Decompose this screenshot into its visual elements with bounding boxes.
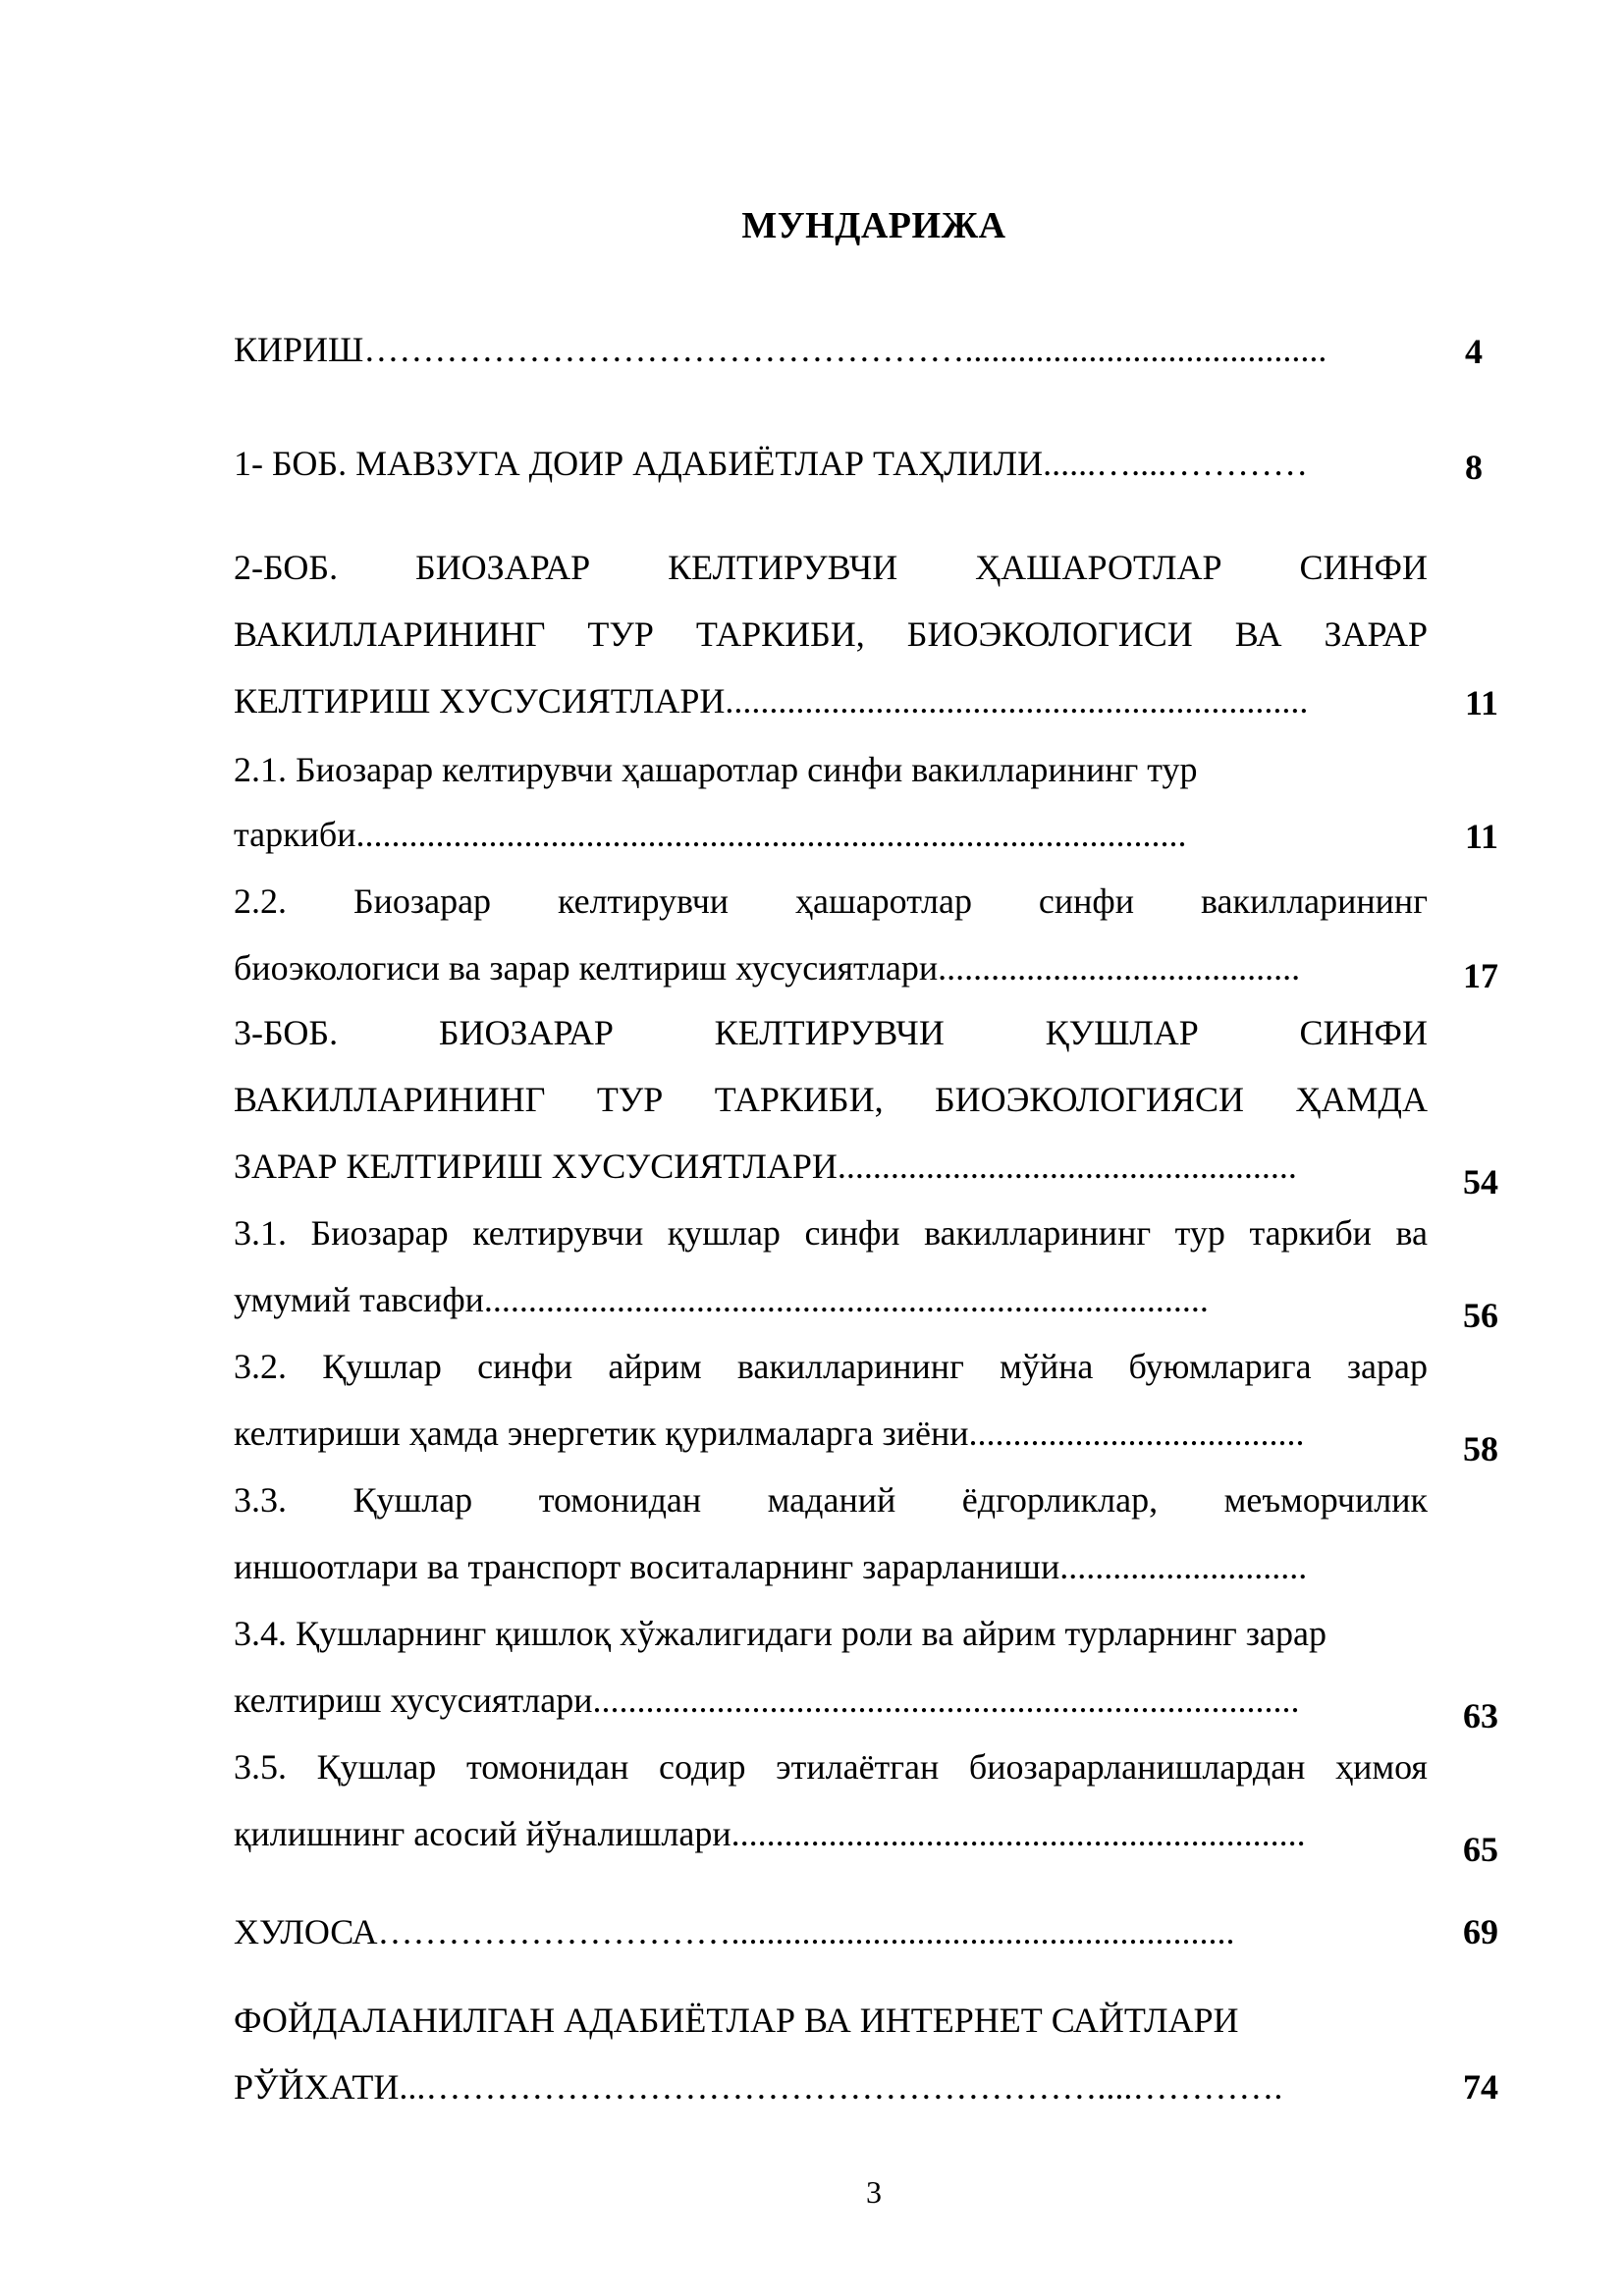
word: Қушлар <box>316 1747 437 1787</box>
word: ҳимоя <box>1335 1747 1428 1787</box>
word: биозарарланишлардан <box>968 1747 1306 1787</box>
toc-entry-3-4-line2: келтириш хусусиятлари................................................................................ <box>234 1681 1300 1720</box>
toc-title: МУНДАРИЖА <box>741 205 1006 246</box>
word: таркиби <box>1249 1213 1372 1253</box>
word: келтирувчи <box>472 1213 644 1253</box>
word: вакилларининг <box>924 1213 1152 1253</box>
word: 3-БОБ. <box>234 1013 339 1052</box>
word: БИОЗАРАР <box>438 1013 614 1052</box>
toc-page-3-4: 63 <box>1463 1696 1498 1735</box>
word: ҚУШЛАР <box>1045 1013 1199 1052</box>
word: қушлар <box>667 1213 781 1253</box>
toc-entry-2-1-line1: 2.1. Биозарар келтирувчи ҳашаротлар синфи вакилларининг тур <box>234 750 1198 789</box>
toc-entry-intro: КИРИШ……………………………………………......................................... <box>234 330 1327 369</box>
word: синфи <box>1038 881 1135 921</box>
word: ВА <box>1234 614 1282 654</box>
word: ВАКИЛЛАРИНИНГ <box>234 1080 546 1119</box>
word: ТУР <box>587 614 654 654</box>
word: ва <box>1395 1213 1428 1253</box>
word: СИНФИ <box>1299 1013 1428 1052</box>
toc-entry-3-5-line2: қилишнинг асосий йўналишлари................................................................. <box>234 1814 1306 1853</box>
word: КЕЛТИРУВЧИ <box>714 1013 945 1052</box>
word: вакилларининг <box>736 1347 964 1386</box>
word: вакилларининг <box>1200 881 1428 921</box>
word: зарар <box>1346 1347 1428 1386</box>
toc-entry-chapter-2-line1 <box>234 546 1428 589</box>
toc-page-references: 74 <box>1463 2067 1498 2107</box>
word: 2.2. <box>234 881 287 921</box>
word: ҲАМДА <box>1295 1080 1428 1119</box>
word: ЗАРАР <box>1324 614 1428 654</box>
word: томонидан <box>538 1480 702 1520</box>
toc-page-chapter-1: 8 <box>1465 448 1483 487</box>
toc-entry-3-1-line1 <box>234 1211 1428 1255</box>
word: Қушлар <box>352 1480 473 1520</box>
toc-entry-chapter-1: 1- БОБ. МАВЗУГА ДОИР АДАБИЁТЛАР ТАҲЛИЛИ......…....………… <box>234 444 1309 483</box>
word: БИОЭКОЛОГИЯСИ <box>935 1080 1244 1119</box>
word: буюмларига <box>1128 1347 1312 1386</box>
word: синфи <box>477 1347 573 1386</box>
word: ТАРКИБИ, <box>695 614 865 654</box>
word: тур <box>1174 1213 1225 1253</box>
toc-page-3-2: 58 <box>1463 1429 1498 1468</box>
word: ёдгорликлар, <box>961 1480 1159 1520</box>
word: мўйна <box>1000 1347 1094 1386</box>
toc-page-3-5: 65 <box>1463 1830 1498 1869</box>
toc-entry-chapter-2-line2 <box>234 613 1428 656</box>
word: 3.2. <box>234 1347 287 1386</box>
toc-entry-3-4-line1: 3.4. Қушларнинг қишлоқ хўжалигидаги роли ва айрим турларнинг зарар <box>234 1614 1326 1653</box>
toc-entry-3-1-line2: умумий тавсифи.................................................................................. <box>234 1280 1209 1319</box>
toc-entry-references-line1: ФОЙДАЛАНИЛГАН АДАБИЁТЛАР ВА ИНТЕРНЕТ САЙТЛАРИ <box>234 2001 1239 2040</box>
word: Биозарар <box>352 881 492 921</box>
toc-page-2-2: 17 <box>1463 956 1498 995</box>
toc-page-conclusion: 69 <box>1463 1912 1498 1951</box>
toc-page-chapter-3: 54 <box>1463 1162 1498 1201</box>
toc-page-2-1: 11 <box>1464 817 1498 856</box>
word: СИНФИ <box>1299 548 1428 587</box>
toc-entry-references-line2: РЎЙХАТИ...…………………………………………………....…………. <box>234 2067 1283 2107</box>
word: ВАКИЛЛАРИНИНГ <box>234 614 546 654</box>
word: содир <box>659 1747 746 1787</box>
toc-entry-3-5-line1 <box>234 1745 1428 1789</box>
word: этилаётган <box>776 1747 940 1787</box>
toc-entry-2-1-line2: таркиби.............................................................................................. <box>234 815 1187 854</box>
word: Қушлар <box>322 1347 442 1386</box>
word: ТУР <box>596 1080 664 1119</box>
word: БИОЭКОЛОГИСИ <box>906 614 1193 654</box>
word: Биозарар <box>310 1213 449 1253</box>
word: КЕЛТИРУВЧИ <box>668 548 898 587</box>
word: ҲАШАРОТЛАР <box>975 548 1222 587</box>
word: ТАРКИБИ, <box>714 1080 884 1119</box>
word: 3.1. <box>234 1213 287 1253</box>
word: ҳашаротлар <box>795 881 972 921</box>
toc-entry-2-2-line2: биоэкологиси ва зарар келтириш хусусиятлари......................................... <box>234 948 1301 988</box>
word: маданий <box>767 1480 896 1520</box>
toc-page-3-1: 56 <box>1463 1296 1498 1335</box>
word: айрим <box>608 1347 702 1386</box>
word: келтирувчи <box>558 881 730 921</box>
toc-entry-3-2-line1 <box>234 1345 1428 1388</box>
word: БИОЗАРАР <box>415 548 591 587</box>
toc-entry-chapter-3-line3: ЗАРАР КЕЛТИРИШ ХУСУСИЯТЛАРИ.................................................... <box>234 1147 1297 1186</box>
word: 3.3. <box>234 1480 287 1520</box>
word: синфи <box>804 1213 900 1253</box>
page-number: 3 <box>866 2174 882 2210</box>
toc-entry-chapter-3-line1 <box>234 1011 1428 1054</box>
toc-page-chapter-2: 11 <box>1464 683 1498 722</box>
toc-entry-chapter-3-line2 <box>234 1078 1428 1121</box>
word: томонидан <box>465 1747 629 1787</box>
toc-entry-2-2-line1 <box>234 880 1428 923</box>
toc-page-intro: 4 <box>1465 332 1483 371</box>
toc-entry-chapter-2-line3: КЕЛТИРИШ ХУСУСИЯТЛАРИ.................................................................. <box>234 681 1309 721</box>
toc-entry-3-3-line1 <box>234 1478 1428 1522</box>
toc-entry-3-3-line2: иншоотлари ва транспорт воситаларнинг зарарланиши............................ <box>234 1547 1308 1586</box>
word: меъморчилик <box>1223 1480 1428 1520</box>
toc-entry-conclusion: ХУЛОСА…………………………......................................................... <box>234 1912 1235 1951</box>
word: 3.5. <box>234 1747 287 1787</box>
toc-entry-3-2-line2: келтириши ҳамда энергетик қурилмаларга зиёни...................................... <box>234 1414 1305 1453</box>
word: 2-БОБ. <box>234 548 339 587</box>
